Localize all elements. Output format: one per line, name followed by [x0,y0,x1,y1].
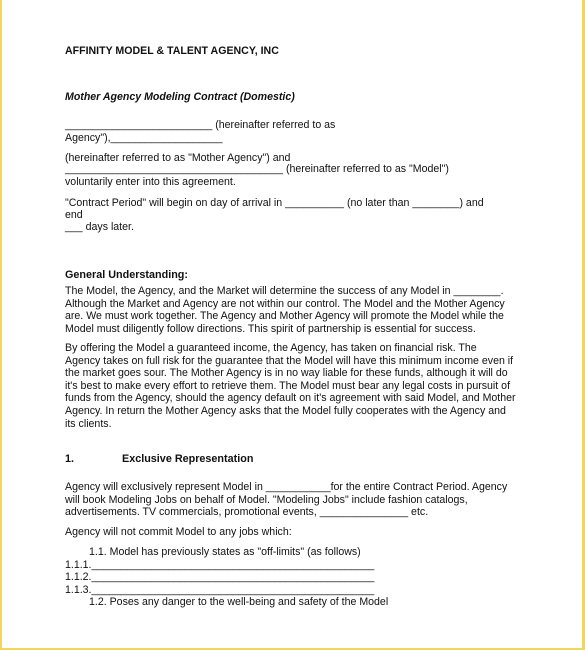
paragraph-line: the market goes sour. The Mother Agency is in no way liable for these funds, although it will do [65,367,508,380]
paragraph-line: funds from the Agency, should the agency default on it's agreement with said Model, and Mother [65,392,516,405]
general-understanding-paragraph-2 [65,342,523,430]
sub-item-1-1-2: 1.1.2.________________________________________________ [65,571,375,583]
agency-name: AFFINITY MODEL & TALENT AGENCY, INC [65,45,279,57]
paragraph-line: will book Modeling Jobs on behalf of Model. "Modeling Jobs" include fashion catalogs, [65,493,468,506]
section-1-heading: Exclusive Representation [122,453,254,465]
paragraph-line: advertisements. TV commercials, promotional events, _______________ etc. [65,506,429,519]
contract-period-line: "Contract Period" will begin on day of arrival in __________ (no later than ________) and [65,197,484,209]
paragraph-line: Agency will exclusively represent Model in ___________for the entire Contract Period. Agency [65,481,508,493]
contract-title: Mother Agency Modeling Contract (Domestic) [65,91,295,103]
paragraph-line: Agency. In return the Mother Agency asks that the Model fully cooperates with the Agency and [65,404,506,417]
contract-period-end: end [65,209,83,221]
paragraph-line: it's best to make every effort to retrieve them. The Model must bear any legal costs in pursuit of [65,379,511,392]
sub-item-1-1-3: 1.1.3.________________________________________________ [65,584,375,596]
paragraph-line: Model must diligently follow directions. This spirit of partnership is essential for success. [65,322,476,335]
document-page [2,0,582,648]
item-1-2: 1.2. Poses any danger to the well-being and safety of the Model [89,596,389,608]
paragraph-line: Although the Market and Agency are not within our control. The Model and the Mother Agency [65,297,505,310]
paragraph-line: By offering the Model a guaranteed income, the Agency, has taken on financial risk. The [65,342,477,354]
paragraph-line: Agency takes on full risk for the guarantee that the Model will have this minimum income even if [65,354,514,367]
section-1-number: 1. [65,453,75,465]
paragraph-line: its clients. [65,417,112,430]
commit-restriction-line: Agency will not commit Model to any jobs which: [65,526,292,538]
paragraph-line: The Model, the Agency, and the Market will determine the success of any Model in ________. [65,285,504,297]
sub-item-1-1-1: 1.1.1.________________________________________________ [65,559,375,571]
general-understanding-paragraph-1 [65,285,523,335]
party-line-mother-agency: (hereinafter referred to as "Mother Agency") and [65,152,291,164]
party-line-agency: _________________________ (hereinafter referred to as [65,119,336,131]
general-understanding-heading: General Understanding: [65,269,188,281]
party-line-agreement: voluntarily enter into this agreement. [65,176,236,188]
item-1-1: 1.1. Model has previously states as "off-limits" (as follows) [89,546,361,558]
paragraph-line: are. We must work together. The Agency and Mother Agency will promote the Model while the [65,310,504,323]
party-line-model: _____________________________________ (hereinafter referred to as "Model") [65,163,449,175]
party-line-agency-name: Agency"),___________________ [65,132,223,144]
exclusive-representation-paragraph [65,481,523,519]
contract-period-days: ___ days later. [65,221,134,233]
